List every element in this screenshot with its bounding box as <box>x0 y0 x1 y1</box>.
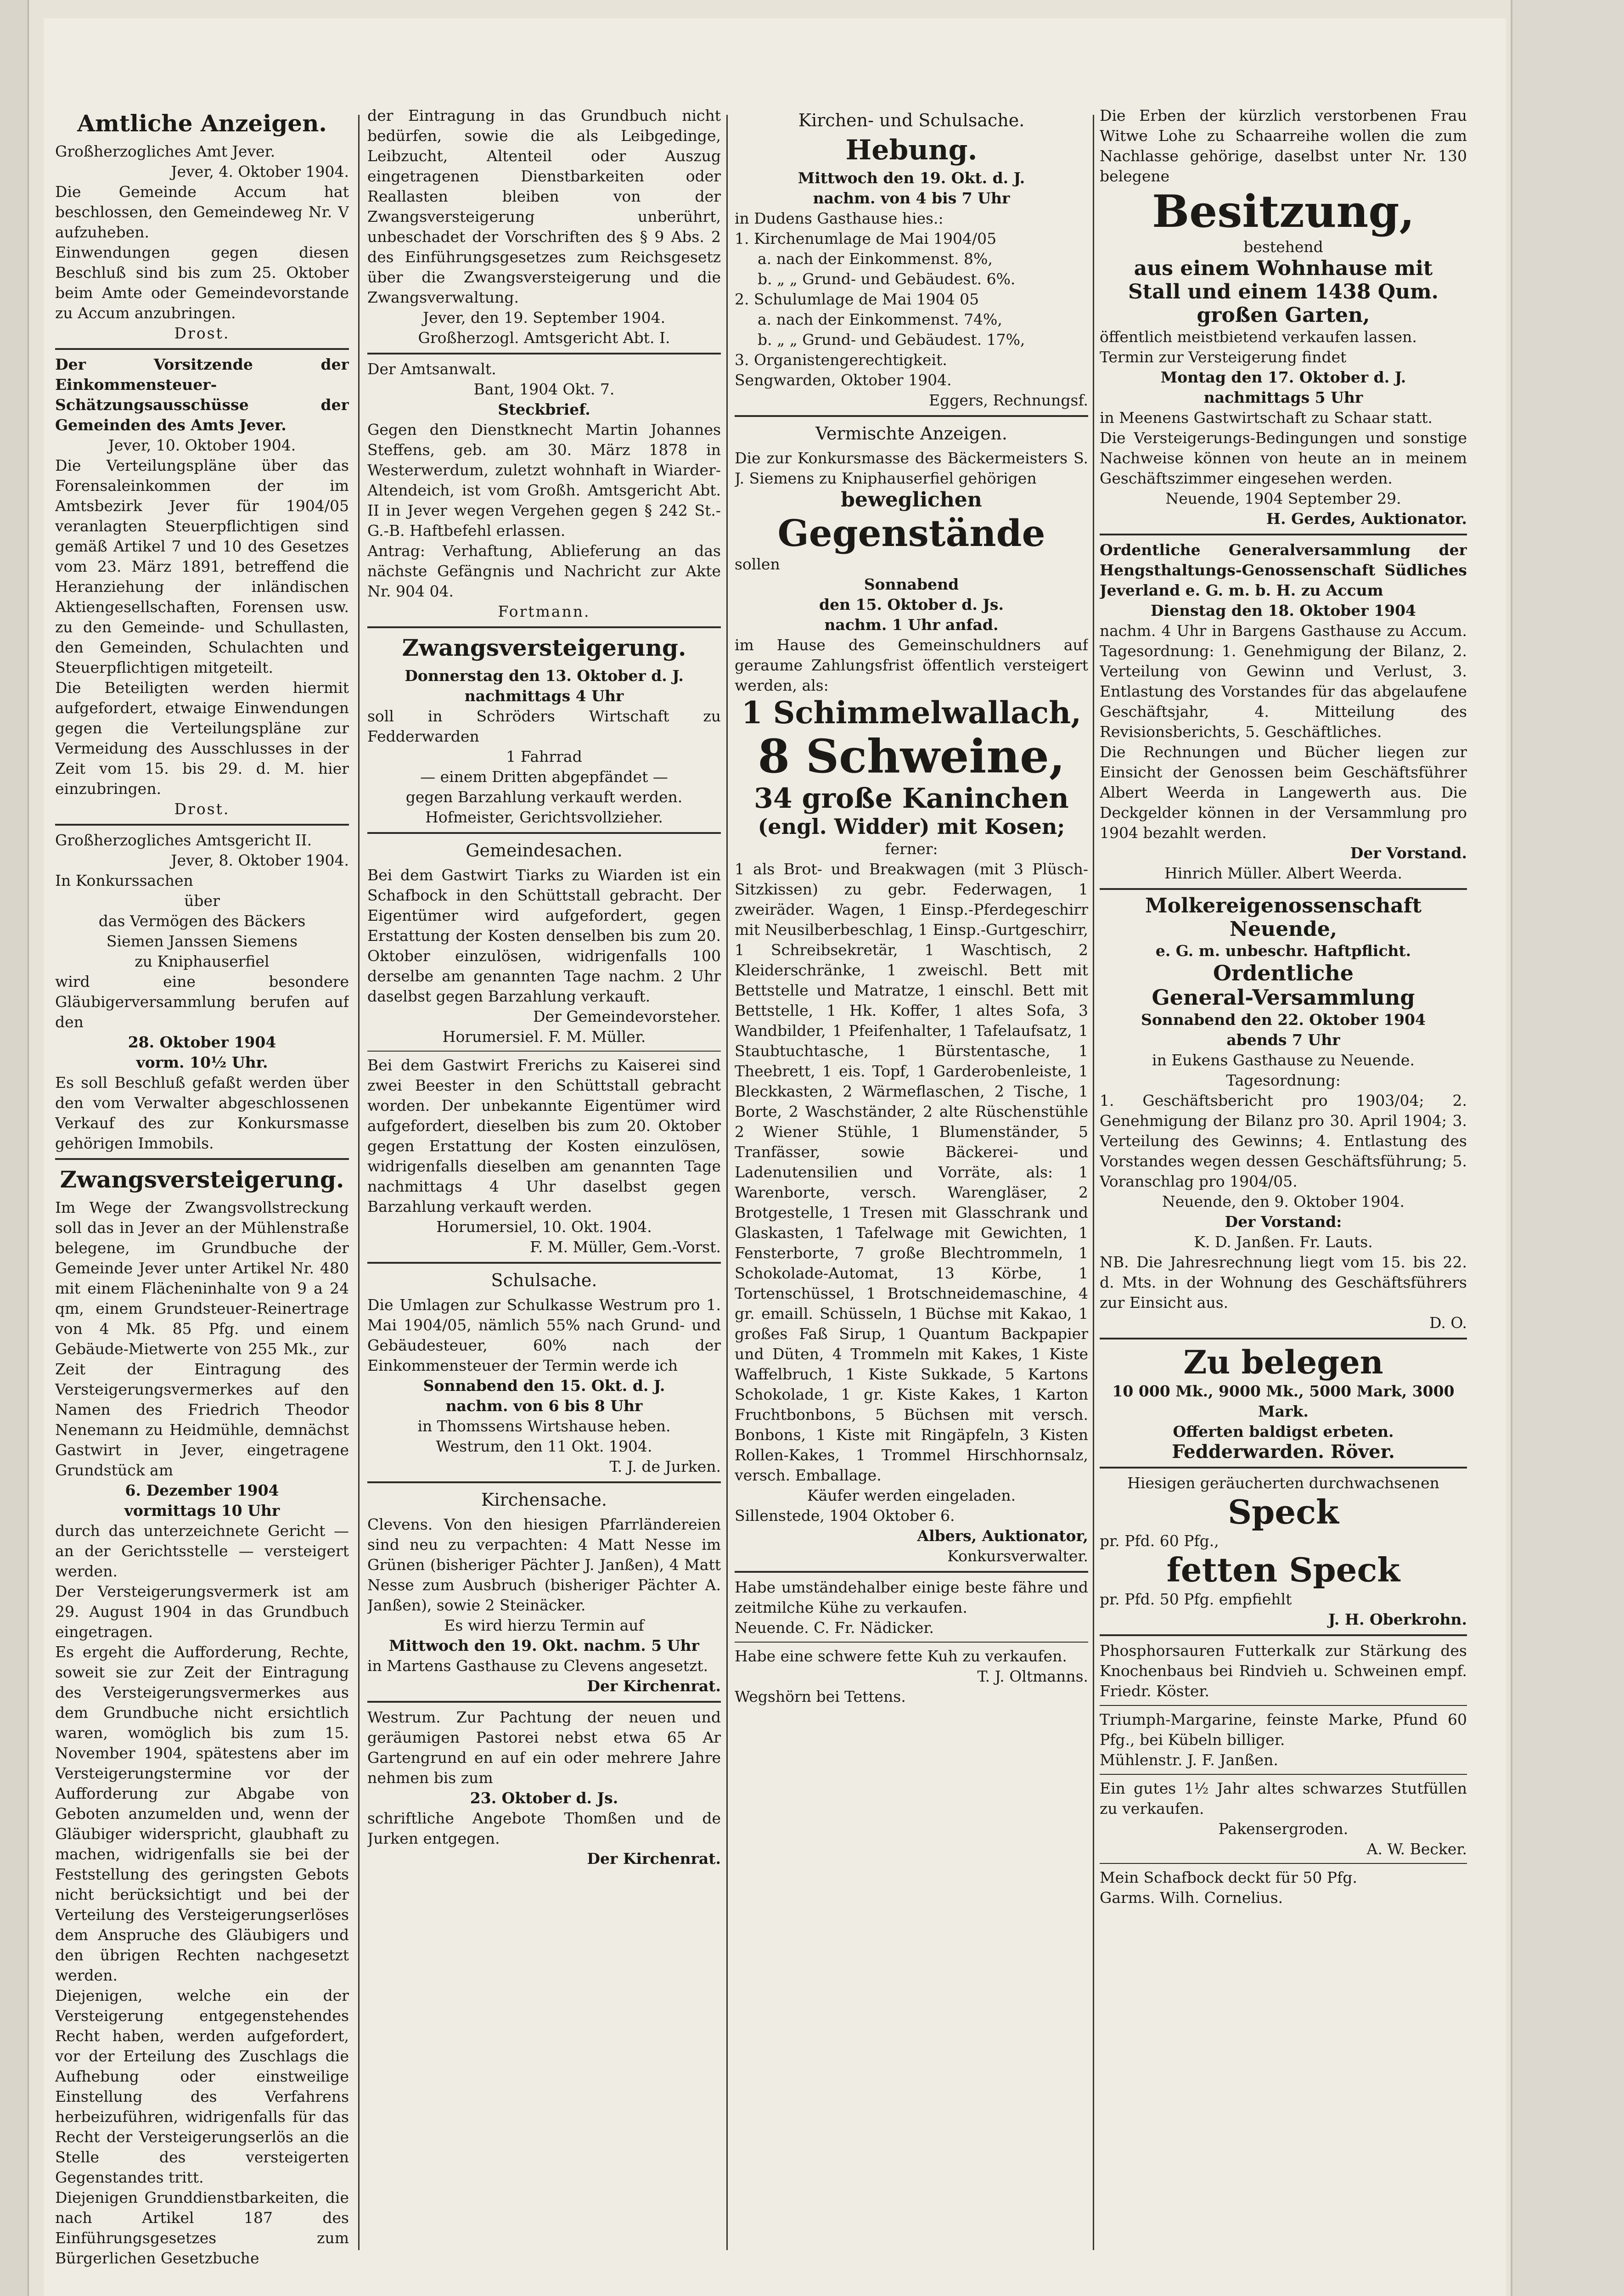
notice-stallion-coop: Ordentliche Generalversammlung der Hengsthaltungs-Genossenschaft Südliches Jeverland e. G. m. b. H. zu Accum Dienstag den 18. Oktober 1904 nachm. 4 Uhr in Bargens Gasthause zu Accum. Tagesordnung: 1. Genehmigung der Bilanz, 2. Verteilung von Gewinn und Verlust, 3. Entlastung des Vorstandes für das abgelaufene Geschäftsjahr, 4. Mitteilung des Revisionsberichts, 5. Geschäftliches. Die Rechnungen und Bücher liegen zur Einsicht der Genossen beim Geschäftsführer Albert Weerda in Langewerth aus. Die Deckgelder können in der Versammlung pro 1904 bezahlt werden. Der Vorstand. Hinrich Müller. Albert Weerda. <box>1100 541 1467 883</box>
divider <box>55 1158 349 1160</box>
notice-warrant: Der Amtsanwalt. Bant, 1904 Okt. 7. Steckbrief. Gegen den Dienstknecht Martin Johannes Steffens, geb. am 30. März 1878 in Westerwerdum, zuletzt wohnhaft in Wiarder-Altendeich, ist vom Großh. Amtsgericht Abt. II in Jever wegen Vergehen gegen § 242 St.-G.-B. Haftbefehl erlassen. Antrag: Verhaftung, Ablieferung an das nächste Gefängnis und Nachricht zur Akte Nr. 904 04. Fortmann. <box>367 360 721 620</box>
notice-foreclosure: Zwangsversteigerung. Im Wege der Zwangsvollstreckung soll das in Jever an der Mühlenstraße belegene, im Grundbuche der Gemeinde Jever unter Artikel Nr. 480 mit einem Flächeninhalte von 9 a 24 qm, einem Grundsteuer-Reinertrage von 4 Mk. 85 Pfg. und einem Gebäude-Mietwerte von 255 Mk., zur Zeit der Eintragung des Versteigerungsvermerkes auf den Namen des Friedrich Theodor Nenemann zu Heidmühle, demnächst Gastwirt in Jever, eingetragene Grundstück am 6. Dezember 1904 vormittags 10 Uhr durch das unterzeichnete Gericht — an der Gerichtsstelle — versteigert werden. Der Versteigerungsvermerk ist am 29. August 1904 in das Grundbuch eingetragen. Es ergeht die Aufforderung, Rechte, soweit sie zur Zeit der Eintragung des Versteigerungsvermerkes aus dem Grundbuche nicht ersichtlich waren, womöglich bis zum 15. November 1904, spätestens aber im Versteigerungstermine vor der Aufforderung zur Abgabe von Geboten anzumelden und, wenn der Gläubiger widerspricht, glaubhaft zu machen, widrigenfalls sie bei der Feststellung des geringsten Gebots nicht berücksichtigt und bei der Verteilung des Versteigerungserlöses dem Anspruche des Gläubigers und den übrigen Rechten nachgesetzt werden. Diejenigen, welche ein der Versteigerung entgegenstehendes Recht haben, werden aufgefordert, vor der Erteilung des Zuschlags die Aufhebung oder einstweilige Einstellung des Verfahrens herbeizuführen, widrigenfalls für das Recht der Versteigerungserlös an die Stelle des versteigerten Gegenstandes tritt. Diejenigen Grunddienstbarkeiten, die nach Artikel 187 des Einführungsgesetzes zum Bürgerlichen Gesetzbuche <box>55 1166 349 2267</box>
notice-dairy-coop: Molkereigenossenschaft Neuende, e. G. m. unbeschr. Haftpflicht. Ordentliche General-Versammlung Sonnabend den 22. Oktober 1904 abends 7 Uhr in Eukens Gasthause zu Neuende. Tagesordnung: 1. Geschäftsbericht pro 1903/04; 2. Genehmigung der Bilanz pro 30. April 1904; 3. Verteilung des Gewinns; 4. Entlastung des Vorstandes wegen dessen Geschäftsführung; 5. Voranschlag pro 1904/05. Neuende, den 9. Oktober 1904. Der Vorstand: K. D. Janßen. Fr. Lauts. NB. Die Jahresrechnung liegt vom 15. bis 22. d. Mts. in der Wohnung des Geschäftsführers zur Einsicht aus. D. O. <box>1100 894 1467 1332</box>
notice-foreclosure-cont: der Eintragung in das Grundbuch nicht bedürfen, sowie die als Leibgedinge, Leibzucht, Altenteil oder Auszug eingetragenen Dienstbarkeiten oder Reallasten bleiben von der Zwangsversteigerung unberührt, unbeschadet der Vorschriften des § 9 Abs. 2 des Einführungsgesetzes zum Reichsgesetz über die Zwangsversteigerung und die Zwangsverwaltung. Jever, den 19. September 1904. Großherzogl. Amtsgericht Abt. I. <box>367 107 721 347</box>
divider <box>367 832 721 834</box>
page-edge-right <box>1511 0 1624 2296</box>
ad-foal: Ein gutes 1½ Jahr altes schwarzes Stutfüllen zu verkaufen. Pakensergroden. A. W. Becker. <box>1100 1779 1467 1858</box>
column-4 <box>1100 106 1467 2273</box>
ad-cows: Habe umständehalber einige beste fähre und zeitmilche Kühe zu verkaufen. Neuende. C. Fr. Nädicker. <box>735 1578 1088 1637</box>
divider <box>1100 1634 1467 1636</box>
notice-tax: Der Vorsitzende der Einkommensteuer-Schätzungsausschüsse der Gemeinden des Amts Jever. Jever, 10. Oktober 1904. Die Verteilungspläne über das Forensaleinkommen der im Amtsbezirk Jever für 1904/05 veranlagten Steuerpflichtigen sind gemäß Artikel 7 und 10 des Gesetzes vom 23. März 1891, betreffend die Heranziehung der inländischen Aktiengesellschaften, Forensen usw. zu den Gemeinde- und Schullasten, den Gemeinden, Schulachten und Steuerpflichtigen mitgeteilt. Die Beteiligten werden hiermit aufgefordert, etwaige Einwendungen gegen die Verteilungspläne zur Vermeidung des Ausschlusses in der Zeit vom 15. bis 29. d. M. hier einzubringen. Drost. <box>55 355 349 818</box>
divider <box>735 415 1088 417</box>
ad-margarine: Triumph-Margarine, feinste Marke, Pfund 60 Pfg., bei Kübeln billiger. Mühlenstr. J. F. Janßen. <box>1100 1711 1467 1769</box>
column-rule <box>1093 115 1094 2250</box>
ad-property: Die Erben der kürzlich verstorbenen Frau Witwe Lohe zu Schaarreihe wollen die zum Nachlasse gehörige, daselbst unter Nr. 130 belegene Besitzung, bestehend aus einem Wohnhause mit Stall und einem 1438 Qum. großen Garten, öffentlich meistbietend verkaufen lassen. Termin zur Versteigerung findet Montag den 17. Oktober d. J. nachmittags 5 Uhr in Meenens Gastwirtschaft zu Schaar statt. Die Versteigerungs-Bedingungen und sonstige Nachweise können von heute an in meinem Geschäftszimmer eingesehen werden. Neuende, 1904 September 29. H. Gerdes, Auktionator. <box>1100 107 1467 528</box>
notice-bankruptcy-auction: Die zur Konkursmasse des Bäckermeisters S. J. Siemens zu Kniphauserfiel gehörigen beweglichen Gegenstände sollen Sonnabend den 15. Oktober d. Js. nachm. 1 Uhr anfad. im Hause des Gemeinschuldners auf geraume Zahlungsfrist öffentlich versteigert werden, als: 1 Schimmelwallach, 8 Schweine, 34 große Kaninchen (engl. Widder) mit Kosen; ferner: 1 als Brot- und Breakwagen (mit 3 Plüsch-Sitzkissen) zu gebr. Federwagen, 1 zweiräder. Wagen, 1 Einsp.-Pferdegeschirr mit Neusilberbeschlag, 1 Einsp.-Gurtgeschirr, 1 Schreibsekretär, 1 Waschtisch, 2 Kleiderschränke, 1 zweischl. Bett mit Bettstelle und Matratze, 1 einschl. Bett mit Bettstelle, 1 Hk. Koffer, 1 altes Sofa, 3 Wandbilder, 1 Pfeifenhalter, 1 Tafelaufsatz, 1 Staubtuchtasche, 1 Bürstentasche, 1 Theebrett, 1 eis. Topf, 1 Garderobenleiste, 1 Bleckkasten, 2 Wärmeflaschen, 2 Tische, 1 Borte, 2 Waschständer, 2 alte Rüschenstühle 2 Wiener Stühle, 1 Blumenständer, 5 Tranfässer, sowie Bäckerei- und Ladenutensilien und Vorräte, als: 1 Warenborte, versch. Warengläser, 2 Brotgestelle, 1 Tresen mit Glasschrank und Glaskasten, 1 Tafelwage mit Gewichten, 1 Fensterborte, 7 große Blechtrommeln, 1 Schokolade-Automat, 13 Körbe, 1 Tortenschüssel, 1 Brotschneidemaschine, 4 gr. emaill. Schüsseln, 1 Büchse mit Kakao, 1 großes Faß Sirup, 1 Quantum Backpapier und Düten, 4 Trommeln mit Kakes, 1 Kiste Waffelbruch, 1 Kiste Sukkade, 5 Kartons Schokolade, 1 gr. Kiste Kakes, 1 Karton Fruchtbonbons, 5 Büchsen mit versch. Bonbons, 1 Kiste mit Ringäpfeln, 3 Kisten Rollen-Kakes, 1 Trommel Hirschhornsalz, versch. Emballage. Käufer werden eingeladen. Sillenstede, 1904 Oktober 6. Albers, Auktionator, Konkursverwalter. <box>735 449 1088 1565</box>
column-rule <box>726 115 728 2250</box>
column-rule <box>358 115 360 2250</box>
notice-school: Schulsache. Die Umlagen zur Schulkasse Westrum pro 1. Mai 1904/05, nämlich 55% nach Grund- und Gebäudesteuer, 60% nach der Einkommensteuer der Termin werde ich Sonnabend den 15. Okt. d. J. nachm. von 6 bis 8 Uhr in Thomssens Wirtshause heben. Westrum, den 11 Okt. 1904. T. J. de Jurken. <box>367 1270 721 1475</box>
ad-loan: Zu belegen 10 000 Mk., 9000 Mk., 5000 Mark, 3000 Mark. Offerten baldigst erbeten. Fedderwarden. Röver. <box>1112 1343 1455 1463</box>
divider <box>367 1481 721 1483</box>
divider <box>1100 1705 1467 1706</box>
notice-municipal: Gemeindesachen. Bei dem Gastwirt Tiarks zu Wiarden ist ein Schafbock in den Schüttstall gebracht. Der Eigentümer wird aufgefordert, gegen Erstattung der Kosten denselben bis zum 20. Oktober einzulösen, widrigenfalls 100 derselbe am genannten Tage nachm. 2 Uhr daselbst gegen Barzahlung verkauft. Der Gemeindevorsteher. Horumersiel. F. M. Müller. Bei dem Gastwirt Frerichs zu Kaiserei sind zwei Beester in den Schüttstall gebracht worden. Der unbekannte Eigentümer wird aufgefordert, dieselben bis zum 20. Oktober gegen Erstattung der Kosten einzulösen, widrigenfalls dieselben am genannten Tage nachmittags 4 Uhr daselbst gegen Barzahlung verkauft werden. Horumersiel, 10. Okt. 1904. F. M. Müller, Gem.-Vorst. <box>367 840 721 1256</box>
notice-bankruptcy: Großherzogliches Amtsgericht II. Jever, 8. Oktober 1904. In Konkurssachen über das Vermögen des Bäckers Siemen Janssen Siemens zu Kniphauserfiel wird eine besondere Gläubigerversammlung berufen auf den 28. Oktober 1904 vorm. 10½ Uhr. Es soll Beschluß gefaßt werden über den vom Verwalter abgeschlossenen Verkauf des zur Konkursmasse gehörigen Immobils. <box>55 831 349 1152</box>
divider <box>1100 1338 1467 1339</box>
notice-auction-bicycle: Zwangsversteigerung. Donnerstag den 13. Oktober d. J. nachmittags 4 Uhr soll in Schröders Wirtschaft zu Fedderwarden 1 Fahrrad — einem Dritten abgepfändet — gegen Barzahlung verkauft werden. Hofmeister, Gerichtsvollzieher. <box>367 634 721 826</box>
notice-accum: Großherzogliches Amt Jever. Jever, 4. Oktober 1904. Die Gemeinde Accum hat beschlossen, den Gemeindeweg Nr. V aufzuheben. Einwendungen gegen diesen Beschluß sind bis zum 25. Oktober beim Amte oder Gemeindevorstande zu Accum anzubringen. Drost. <box>55 142 349 342</box>
notice-church: Kirchensache. Clevens. Von den hiesigen Pfarrländereien sind neu zu verpachten: 4 Matt Nesse im Grünen (bisheriger Pächter J. Janßen), 4 Matt Nesse zum Ausbruch (bisheriger Pächter A. Janßen), sowie 2 Steinäcker. Es wird hierzu Termin auf Mittwoch den 19. Okt. nachm. 5 Uhr in Martens Gasthause zu Clevens angesetzt. Der Kirchenrat. <box>367 1490 721 1695</box>
column-2 <box>367 106 721 2273</box>
divider <box>367 353 721 355</box>
divider <box>55 348 349 350</box>
ad-ram: Mein Schafbock deckt für 50 Pfg. Garms. Wilh. Cornelius. <box>1100 1868 1357 1907</box>
section-heading: Amtliche Anzeigen. <box>77 110 327 137</box>
divider <box>367 1262 721 1264</box>
ad-cow: Habe eine schwere fette Kuh zu verkaufen. T. J. Oltmanns. Wegshörn bei Tettens. <box>735 1647 1088 1706</box>
notice-levy: Mittwoch den 19. Okt. d. J. nachm. von 4 bis 7 Uhr in Dudens Gasthause hies.: 1. Kirchenumlage de Mai 1904/05 a. nach der Einkommenst. 8%, b. „ „ Grund- und Gebäudest. 6%. 2. Schulumlage de Mai 1904 05 a. nach der Einkommenst. 74%, b. „ „ Grund- und Gebäudest. 17%, 3. Organistengerechtigkeit. Sengwarden, Oktober 1904. Eggers, Rechnungsf. <box>735 169 1088 409</box>
divider <box>735 1571 1088 1573</box>
divider <box>1100 1863 1467 1864</box>
divider <box>55 824 349 826</box>
notice-parsonage: Westrum. Zur Pachtung der neuen und geräumigen Pastorei nebst etwa 65 Ar Gartengrund en auf ein oder mehrere Jahre nehmen bis zum 23. Oktober d. Js. schriftliche Angebote Thomßen und de Jurken entgegen. Der Kirchenrat. <box>367 1708 721 1868</box>
divider <box>367 626 721 628</box>
divider <box>735 1642 1088 1643</box>
section-heading: Vermischte Anzeigen. <box>815 423 1007 444</box>
ad-bacon: Hiesigen geräucherten durchwachsenen Speck pr. Pfd. 60 Pfg., fetten Speck pr. Pfd. 50 Pfg. empfiehlt J. H. Oberkrohn. <box>1100 1474 1467 1629</box>
column-3: Kirchen- und Schulsache. Hebung. Mittwoch den 19. Okt. d. J. nachm. von 4 bis 7 Uhr in Dudens Gasthause hies.: 1. Kirchenumlage de Mai 1904/05 a. nach der Einkommenst. 8%, b. „ „ Grund- und Gebäudest. 6%. 2. Schulumlage de Mai 1904 05 a. nach der Einkommenst. 74%, b. „ „ Grund- und Gebäudest. 17%, 3. Organistengerechtigkeit. Sengwarden, Oktober 1904. Eggers, Rechnungsf. Vermischte Anzeigen. Die zur Konkursmasse des Bäckermeisters S. J. Siemens zu Kniphauserfiel gehörigen beweglichen Gegenstände sollen Sonnabend den 15. Oktober d. Js. nachm. 1 Uhr anfad. im Hause des Gemeinschuldners auf geraume Zahlungsfrist öffentlich versteigert werden, als: 1 Schimmelwallach, 8 Schweine, 34 große Kaninchen (engl. Widder) mit Kosen; ferner: 1 als Brot- und Breakwagen (mit 3 Plüsch-Sitzkissen) zu gebr. Federwagen, 1 zweiräder. Wagen, 1 Einsp.-Pferdegeschirr mit Neusilberbeschlag, 1 Einsp.-Gurtgeschirr, 1 Schreibsekretär, 1 Waschtisch, 2 Kleiderschränke, 1 zweischl. Bett mit Bettstelle und Matratze, 1 einschl. Bett mit Bettstelle, 1 Hk. Koffer, 1 altes Sofa, 3 Wandbilder, 1 Pfeifenhalter, 1 Tafelaufsatz, 1 Staubtuchtasche, 1 Bürstentasche, 1 Theebrett, 1 eis. Topf, 1 Garderobenleiste, 1 Bleckkasten, 2 Wärmeflaschen, 2 Tische, 1 Borte, 2 Waschständer, 2 alte Rüschenstühle 2 Wiener Stühle, 1 Blumenständer, 5 Tranfässer, sowie Bäckerei- und Ladenutensilien und Vorräte, als: 1 Warenborte, versch. Warengläser, 2 Brotgestelle, 1 Tresen mit Glasschrank und Glaskasten, 1 Tafelwage mit Gewichten, 1 Fensterborte, 7 große Blechtrommeln, 1 Schokolade-Automat, 13 Körbe, 1 Tortenschüssel, 1 Brotschneidemaschine, 4 gr. emaill. Schüsseln, 1 Büchse mit Kakao, 1 großes Faß Sirup, 1 Quantum Backpapier und Düten, 4 Trommeln mit Kakes, 1 Kiste Waffelbruch, 1 Kiste Sukkade, 5 Kartons Schokolade, 1 gr. Kiste Kakes, 1 Karton Fruchtbonbons, 5 Büchsen mit versch. Bonbons, 1 Kiste mit Ringäpfeln, 3 Kisten Rollen-Kakes, 1 Trommel Hirschhornsalz, versch. Emballage. Käufer werden eingeladen. Sillenstede, 1904 Oktober 6. Albers, Auktionator, Konkursverwalter. Habe umständehalber einige beste fähre und zeitmilche Kühe zu verkaufen. Neuende. C. Fr. Nädicker. Habe eine schwere fette Kuh zu verkaufen. T. J. Oltmanns. Wegshörn bei Tettens. <box>735 106 1088 2273</box>
divider <box>1100 888 1467 890</box>
ad-feed: Phosphorsauren Futterkalk zur Stärkung des Knochenbaus bei Rindvieh u. Schweinen empf. Friedr. Köster. <box>1100 1642 1467 1700</box>
divider <box>1100 1774 1467 1775</box>
divider <box>1100 534 1467 535</box>
section-heading: Kirchen- und Schulsache. <box>798 110 1025 130</box>
divider <box>1100 1467 1467 1469</box>
divider <box>367 1701 721 1703</box>
adjacent-page-edge <box>0 0 29 2296</box>
column-1 <box>55 106 349 2273</box>
